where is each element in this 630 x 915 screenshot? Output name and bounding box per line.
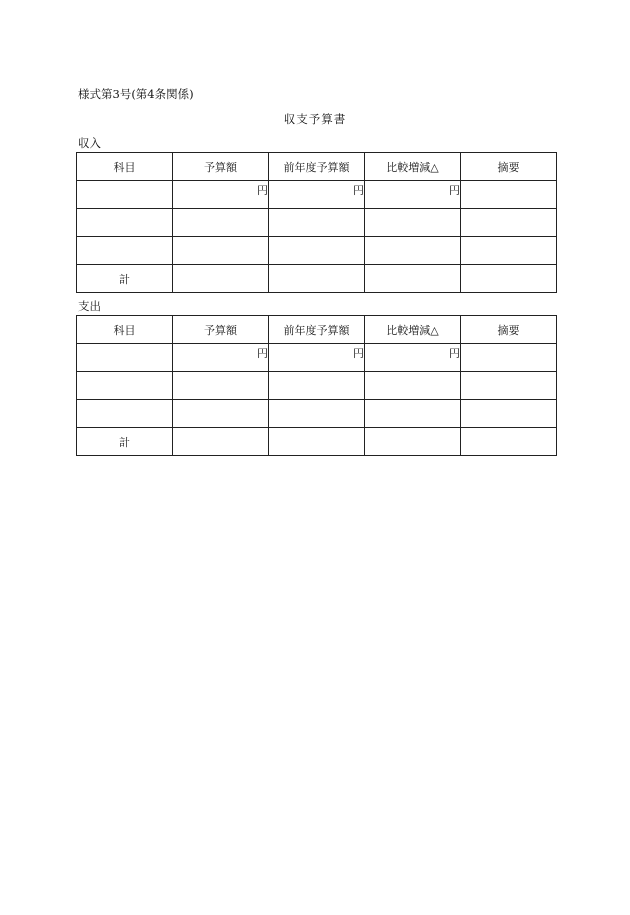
difference-cell[interactable] — [365, 400, 461, 428]
prev-budget-cell[interactable] — [269, 344, 365, 372]
income-total-row — [77, 265, 557, 293]
subject-cell[interactable] — [77, 209, 173, 237]
difference-cell[interactable] — [365, 237, 461, 265]
remarks-cell[interactable] — [461, 181, 557, 209]
prev-budget-cell[interactable] — [269, 237, 365, 265]
document-title: 収支予算書 — [283, 112, 347, 126]
income-table — [76, 152, 557, 293]
income-header-row — [77, 153, 557, 181]
yen-unit: 円 — [449, 346, 460, 360]
prev-budget-cell[interactable] — [269, 400, 365, 428]
col-header-budget: 予算額 — [173, 153, 269, 181]
expense-row — [77, 400, 557, 428]
remarks-cell[interactable] — [461, 400, 557, 428]
prev-budget-total-cell[interactable] — [269, 428, 365, 456]
yen-unit: 円 — [353, 183, 364, 197]
expense-header-row — [77, 316, 557, 344]
difference-cell[interactable] — [365, 344, 461, 372]
remarks-cell[interactable] — [461, 209, 557, 237]
total-label: 計 — [77, 428, 173, 456]
col-header-prev-budget: 前年度予算額 — [269, 153, 365, 181]
yen-unit: 円 — [257, 346, 268, 360]
yen-unit: 円 — [353, 346, 364, 360]
subject-cell[interactable] — [77, 344, 173, 372]
col-header-remarks: 摘要 — [461, 153, 557, 181]
subject-cell[interactable] — [77, 181, 173, 209]
prev-budget-cell[interactable] — [269, 209, 365, 237]
income-row — [77, 209, 557, 237]
subject-cell[interactable] — [77, 237, 173, 265]
expense-section-label: 支出 — [78, 299, 101, 313]
yen-unit: 円 — [449, 183, 460, 197]
budget-cell[interactable] — [173, 400, 269, 428]
col-header-difference: 比較増減△ — [365, 153, 461, 181]
difference-cell[interactable] — [365, 372, 461, 400]
difference-total-cell[interactable] — [365, 428, 461, 456]
budget-total-cell[interactable] — [173, 265, 269, 293]
budget-cell[interactable] — [173, 181, 269, 209]
prev-budget-total-cell[interactable] — [269, 265, 365, 293]
remarks-cell[interactable] — [461, 265, 557, 293]
col-header-subject: 科目 — [77, 153, 173, 181]
expense-row — [77, 372, 557, 400]
income-section-label: 収入 — [78, 136, 101, 150]
expense-total-row — [77, 428, 557, 456]
income-row — [77, 237, 557, 265]
remarks-cell[interactable] — [461, 344, 557, 372]
col-header-budget: 予算額 — [173, 316, 269, 344]
remarks-cell[interactable] — [461, 428, 557, 456]
col-header-prev-budget: 前年度予算額 — [269, 316, 365, 344]
difference-cell[interactable] — [365, 181, 461, 209]
budget-cell[interactable] — [173, 344, 269, 372]
col-header-difference: 比較増減△ — [365, 316, 461, 344]
subject-cell[interactable] — [77, 400, 173, 428]
remarks-cell[interactable] — [461, 237, 557, 265]
total-label: 計 — [77, 265, 173, 293]
col-header-subject: 科目 — [77, 316, 173, 344]
prev-budget-cell[interactable] — [269, 372, 365, 400]
col-header-remarks: 摘要 — [461, 316, 557, 344]
expense-row — [77, 344, 557, 372]
subject-cell[interactable] — [77, 372, 173, 400]
difference-cell[interactable] — [365, 209, 461, 237]
prev-budget-cell[interactable] — [269, 181, 365, 209]
budget-cell[interactable] — [173, 209, 269, 237]
yen-unit: 円 — [257, 183, 268, 197]
budget-cell[interactable] — [173, 237, 269, 265]
budget-total-cell[interactable] — [173, 428, 269, 456]
expense-table — [76, 315, 557, 456]
difference-total-cell[interactable] — [365, 265, 461, 293]
remarks-cell[interactable] — [461, 372, 557, 400]
budget-cell[interactable] — [173, 372, 269, 400]
form-reference: 様式第3号(第4条関係) — [78, 87, 194, 101]
income-row — [77, 181, 557, 209]
